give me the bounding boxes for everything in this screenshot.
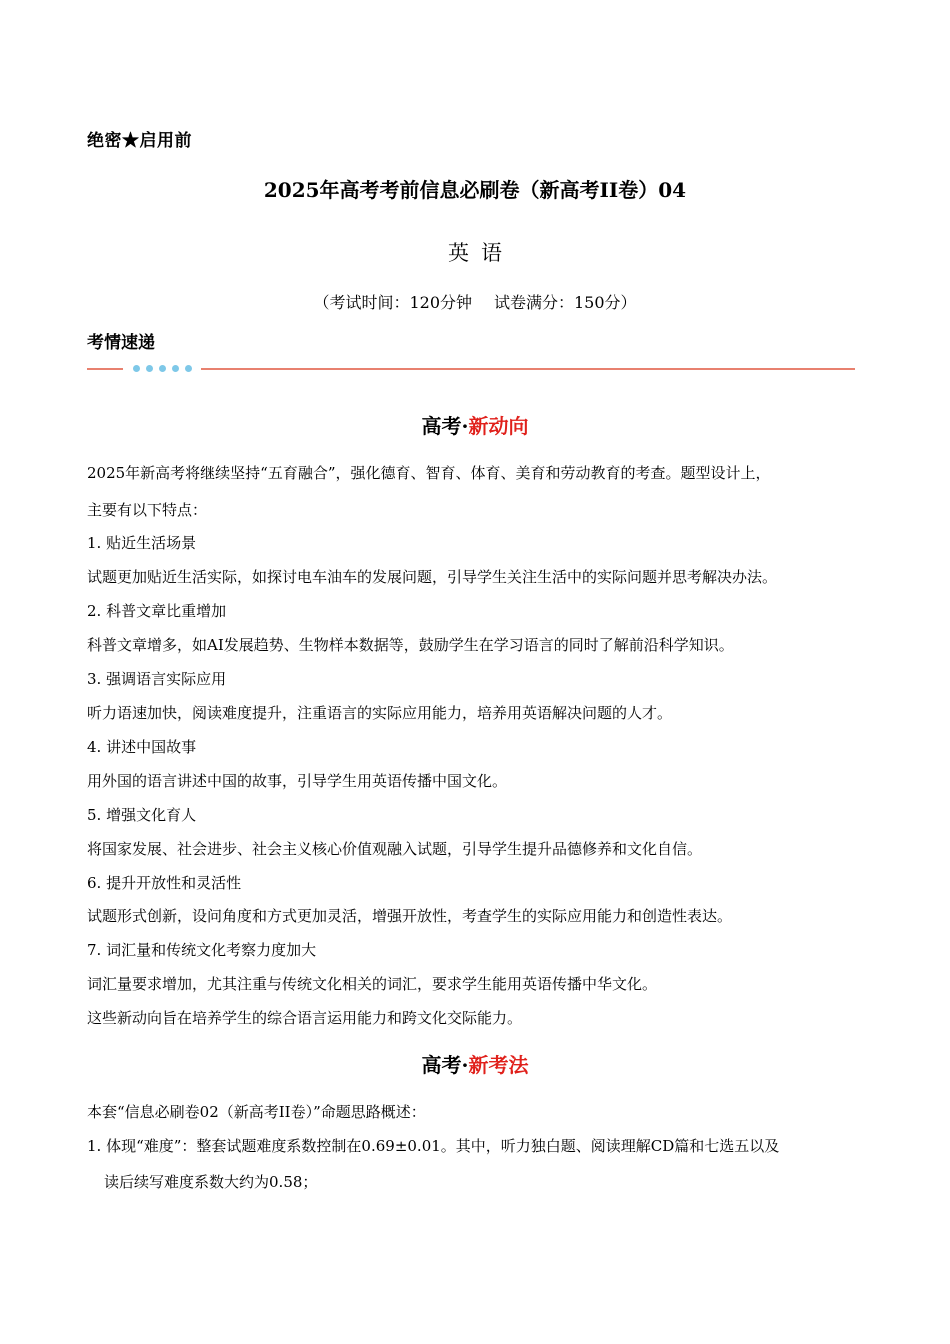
trend-item-text: 科普文章增多，如AI发展趋势、生物样本数据等，鼓励学生在学习语言的同时了解前沿科学知识。 [87,636,734,654]
methods-intro: 本套“信息必刷卷02（新高考II卷）”命题思路概述： [87,1103,426,1121]
trend-item-title: 7. 词汇量和传统文化考察力度加大 [87,941,317,959]
subject-title: 英语 [448,241,514,265]
trend-item-title: 4. 讲述中国故事 [87,738,197,756]
heading-accent: 新考法 [468,1053,529,1077]
decorative-divider [87,362,855,376]
trend-item-text: 听力语速加快，阅读难度提升，注重语言的实际应用能力，培养用英语解决问题的人才。 [87,704,673,722]
trend-item-title: 1. 贴近生活场景 [87,534,197,552]
full-score: 试卷满分：150分） [494,293,637,312]
divider-dot [146,365,153,372]
trend-item-title: 2. 科普文章比重增加 [87,602,227,620]
heading-prefix: 高考· [421,414,469,438]
divider-line-left [87,368,123,370]
divider-dot [133,365,140,372]
trend-item-text: 用外国的语言讲述中国的故事，引导学生用英语传播中国文化。 [87,772,508,790]
trend-item-title: 3. 强调语言实际应用 [87,670,227,688]
new-methods-heading [0,1049,950,1078]
divider-dot [185,365,192,372]
trends-summary: 这些新动向旨在培养学生的综合语言运用能力和跨文化交际能力。 [87,1009,523,1027]
exam-info [0,290,950,313]
exam-time: （考试时间：120分钟 [313,293,472,312]
divider-dots [133,365,192,372]
trends-intro-line2: 主要有以下特点： [87,501,208,519]
trend-item-text: 试题形式创新，设问角度和方式更加灵活，增强开放性，考查学生的实际应用能力和创造性表达。 [87,907,733,925]
new-trends-heading [0,410,950,439]
section-label: 考情速递 [87,333,155,353]
trend-item-title: 6. 提升开放性和灵活性 [87,874,242,892]
divider-line-right [201,368,855,370]
document-title: 2025年高考考前信息必刷卷（新高考II卷）04 [263,178,687,202]
divider-dot [159,365,166,372]
confidential-label: 绝密★启用前 [87,131,192,151]
methods-point1-line2: 读后续写难度系数大约为0.58； [104,1173,318,1191]
trend-item-text: 将国家发展、社会进步、社会主义核心价值观融入试题，引导学生提升品德修养和文化自信。 [87,840,703,858]
trend-item-title: 5. 增强文化育人 [87,806,197,824]
trend-item-text: 词汇量要求增加，尤其注重与传统文化相关的词汇，要求学生能用英语传播中华文化。 [87,975,658,993]
trend-item-text: 试题更加贴近生活实际，如探讨电车油车的发展问题，引导学生关注生活中的实际问题并思考解决办法。 [87,568,778,586]
methods-point1-line1: 1. 体现“难度”：整套试题难度系数控制在0.69±0.01。其中，听力独白题、阅读理解CD篇和七选五以及 [87,1137,780,1155]
trends-intro-line1: 2025年新高考将继续坚持“五育融合”，强化德育、智育、体育、美育和劳动教育的考查。题型设计上， [87,464,771,482]
heading-prefix: 高考· [421,1053,469,1077]
divider-dot [172,365,179,372]
heading-accent: 新动向 [468,414,529,438]
